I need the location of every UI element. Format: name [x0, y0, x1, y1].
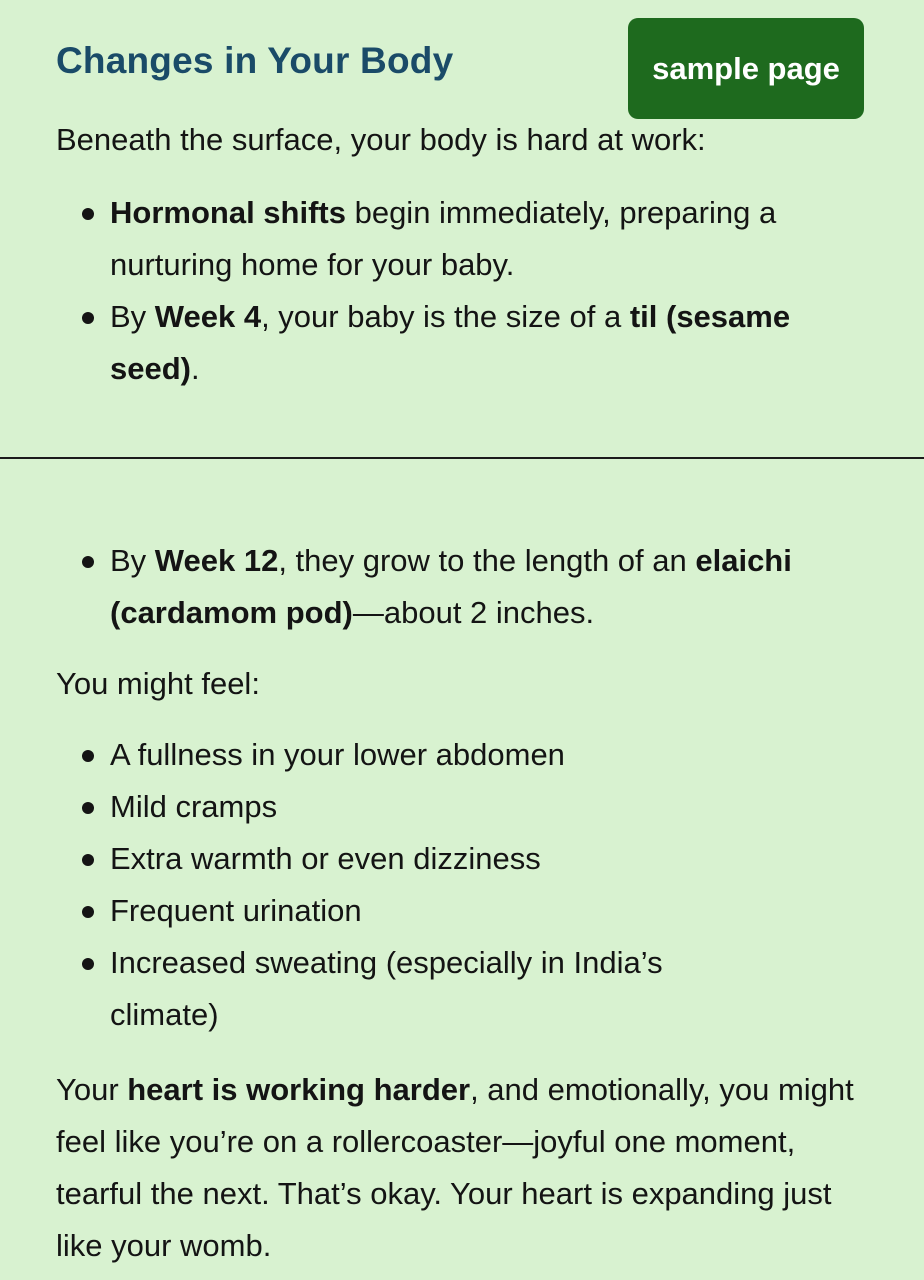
- top-section: [0, 0, 924, 458]
- closing-text: Your: [56, 1072, 128, 1107]
- bullet-dot-icon: [82, 312, 94, 324]
- bottom-section: [0, 460, 924, 1280]
- week-bullet-list: [0, 535, 924, 639]
- list-item: [0, 535, 924, 639]
- bullet-dot-icon: [82, 906, 94, 918]
- bullet-bold: Week 12: [154, 543, 279, 578]
- bullet-text: begin immediately, preparing a nurturing home for your baby.: [110, 195, 777, 282]
- page-title: Changes in Your Body: [56, 40, 454, 81]
- bullet-dot-icon: [82, 556, 94, 568]
- list-item: [0, 729, 924, 781]
- bullet-text: —about 2 inches.: [352, 595, 595, 630]
- list-item: [0, 187, 924, 291]
- bullet-text: By: [110, 299, 155, 334]
- bullet-text: Mild cramps: [110, 789, 278, 824]
- bullet-bold: til (sesame seed): [110, 299, 791, 386]
- feel-intro-text: You might feel:: [56, 666, 260, 701]
- bullet-text: Increased sweating (especially in India’s climate): [110, 945, 663, 1032]
- list-item: [0, 781, 924, 833]
- bullet-bold: Hormonal shifts: [110, 195, 346, 230]
- bullet-text: .: [190, 351, 200, 386]
- list-item: [0, 885, 924, 937]
- intro-text: Beneath the surface, your body is hard at work:: [56, 122, 706, 157]
- closing-paragraph: [56, 1064, 876, 1272]
- bullet-bold: Week 4: [154, 299, 262, 334]
- bullet-text: Frequent urination: [110, 893, 362, 928]
- bullet-dot-icon: [82, 208, 94, 220]
- bullet-text: A fullness in your lower abdomen: [110, 737, 565, 772]
- list-item: [0, 937, 924, 1041]
- bullet-text: By: [110, 543, 155, 578]
- list-item: [0, 833, 924, 885]
- bullet-text: , they grow to the length of an: [278, 543, 696, 578]
- bullet-dot-icon: [82, 802, 94, 814]
- top-bullet-list: [0, 187, 924, 395]
- closing-text: , and emotionally, you might feel like you’re on a rollercoaster—joyful one moment, tearful the next. That’s okay. Your heart is expanding just like your womb.: [56, 1072, 854, 1263]
- bullet-text: , your baby is the size of a: [261, 299, 630, 334]
- closing-bold: heart is working harder: [127, 1072, 471, 1107]
- list-item: [0, 291, 924, 395]
- bullet-dot-icon: [82, 854, 94, 866]
- sample-page-badge: sample page: [628, 18, 864, 119]
- section-divider: [0, 457, 924, 459]
- bullet-bold: elaichi (cardamom pod): [110, 543, 792, 630]
- bullet-text: Extra warmth or even dizziness: [110, 841, 541, 876]
- bullet-dot-icon: [82, 958, 94, 970]
- bullet-dot-icon: [82, 750, 94, 762]
- feel-bullet-list: [0, 729, 924, 1041]
